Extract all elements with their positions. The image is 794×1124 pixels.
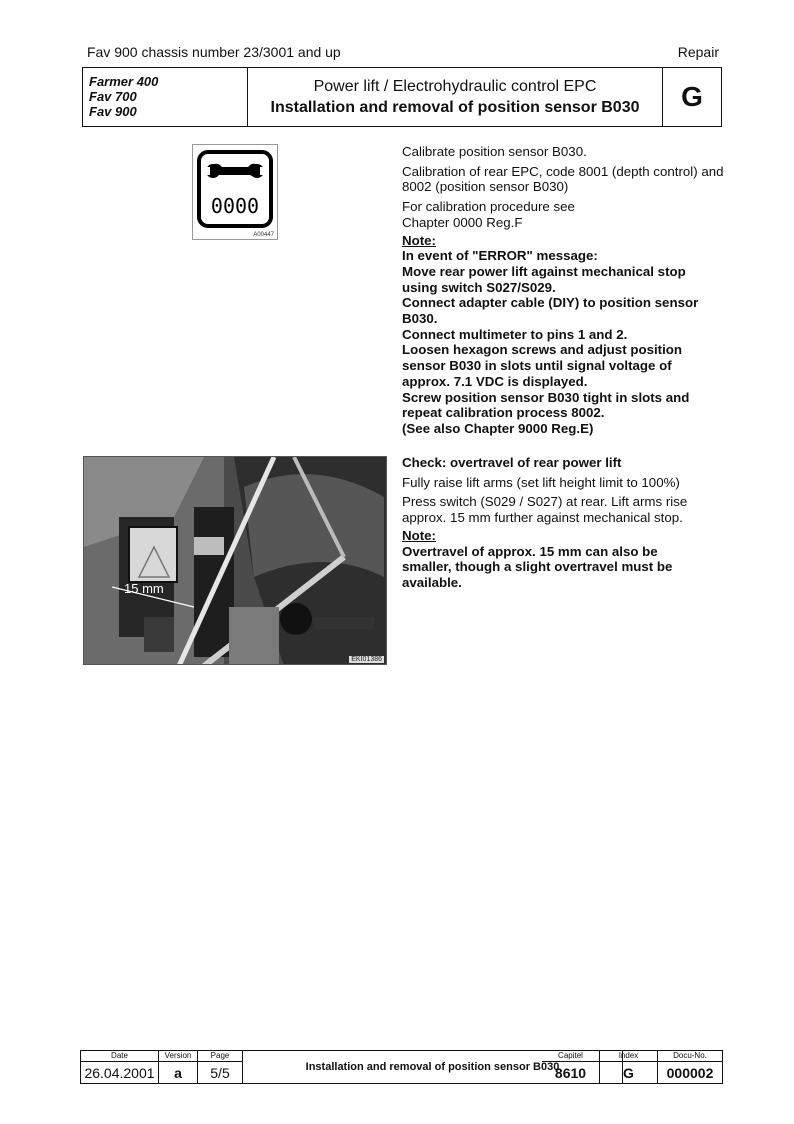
paragraph: Press switch (S029 / S027) at rear. Lift arms rise approx. 15 mm further against mechanical stop. — [402, 494, 688, 526]
calibration-section — [402, 144, 732, 437]
footer-date: 26.04.2001 — [84, 1065, 155, 1081]
footer-version-cell — [159, 1051, 198, 1083]
note-line: In event of "ERROR" message: — [402, 248, 598, 264]
footer-version-label: Version — [159, 1051, 197, 1062]
note-line: Screw position sensor B030 tight in slots and — [402, 389, 690, 405]
footer-page-cell — [198, 1051, 243, 1083]
footer-docu: 000002 — [666, 1065, 714, 1081]
paragraph-line: Chapter 0000 Reg.F — [402, 214, 523, 230]
paragraph: Fully raise lift arms (set lift height limit to 100%) — [402, 474, 680, 490]
section-title — [248, 68, 663, 126]
lift-arm-photo — [83, 456, 387, 665]
note-line: (See also Chapter 9000 Reg.E) — [402, 420, 594, 436]
wrench-icon — [197, 150, 273, 228]
document-header-left: Fav 900 chassis number 23/3001 and up — [87, 44, 341, 60]
footer-index-label: Index — [600, 1051, 657, 1062]
note-line: Move rear power lift against mechanical stop — [402, 263, 686, 279]
footer-capitel: 8610 — [554, 1065, 587, 1081]
note-heading: Note: — [402, 527, 436, 543]
title-block — [82, 67, 722, 127]
wrench-display-icon — [192, 144, 278, 240]
section-title-line1: Power lift / Electrohydraulic control EPC — [313, 78, 597, 95]
note-line: repeat calibration process 8002. — [402, 405, 605, 421]
note-line: using switch S027/S029. — [402, 279, 556, 295]
paragraph: Calibration of rear EPC, code 8001 (depth control) and 8002 (position sensor B030) — [402, 163, 724, 195]
section-title-line2: Installation and removal of position sensor B030 — [270, 99, 640, 116]
footer-version: a — [174, 1065, 182, 1081]
measurement-label: 15 mm — [124, 581, 164, 596]
model-item: Farmer 400 — [89, 74, 159, 89]
footer-date-label: Date — [81, 1051, 158, 1062]
section-heading: Check: overtravel of rear power lift — [402, 455, 622, 470]
footer-capitel-label: Capitel — [542, 1051, 599, 1062]
note-line: approx. 7.1 VDC is displayed. — [402, 373, 588, 389]
note-line: sensor B030 in slots until signal voltage of — [402, 358, 672, 374]
paragraph: Calibrate position sensor B030. — [402, 144, 587, 159]
note-heading: Note: — [402, 232, 436, 248]
figure-code: EKI01386 — [351, 656, 382, 663]
paragraph-line: For calibration procedure see — [402, 199, 575, 215]
footer-page: 5/5 — [210, 1065, 230, 1081]
paragraph — [402, 199, 732, 230]
footer-index-cell — [600, 1051, 658, 1083]
figure-code: A00447 — [253, 232, 274, 238]
display-digits: 0000 — [210, 194, 260, 218]
model-item: Fav 900 — [89, 104, 137, 119]
photo-illustration — [84, 457, 387, 665]
footer-capitel-cell — [542, 1051, 600, 1083]
overtravel-section — [402, 455, 732, 591]
footer-docu-label: Docu-No. — [658, 1051, 722, 1062]
note-line: B030. — [402, 311, 438, 327]
section-index: G — [681, 81, 703, 112]
note-line: smaller, though a slight overtravel must be — [402, 559, 673, 575]
footer-docu-cell — [658, 1051, 722, 1083]
footer-date-cell — [81, 1051, 159, 1083]
footer-index: G — [623, 1065, 634, 1081]
note-line: Connect multimeter to pins 1 and 2. — [402, 326, 628, 342]
note-body — [402, 248, 732, 436]
document-header-right: Repair — [677, 44, 719, 60]
footer-title: Installation and removal of position sensor B030 — [243, 1051, 623, 1083]
note-line: Loosen hexagon screws and adjust position — [402, 342, 683, 358]
note-line: Connect adapter cable (DIY) to position sensor — [402, 295, 699, 311]
model-item: Fav 700 — [89, 89, 137, 104]
model-list — [83, 68, 248, 126]
note-line: Overtravel of approx. 15 mm can also be — [402, 543, 658, 559]
note-body — [402, 544, 732, 591]
note-line: available. — [402, 574, 462, 590]
footer-table — [80, 1050, 723, 1084]
footer-page-label: Page — [198, 1051, 242, 1062]
